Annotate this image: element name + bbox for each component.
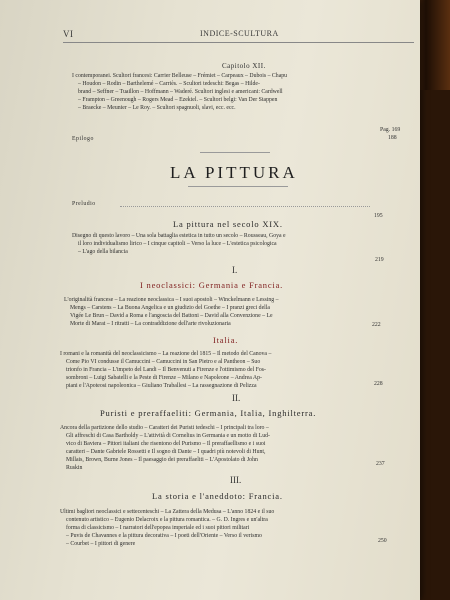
epilogo-label: Epilogo [72,136,94,142]
toc-line: – Courbet – I pittori di genere [66,541,136,547]
toc-line: – Puvis de Chavannes e la pittura decorativa – I poeti dell'Oriente – Verso il verismo [66,533,262,539]
chapter-title: Puristi e preraffaeliti: Germania, Italia, Inghilterra. [100,408,317,418]
toc-line: il loro individualismo lirico – I cinque capitoli – Verso la luce – L'estetica psicologica [78,241,277,247]
toc-line: Come Pio VI condusse il Camuccini – Camuccini in San Pietro e al Pantheon – Suo [66,359,261,365]
toc-line: Ancora della partizione dello studio – Caratteri dei Puristi tedeschi – I principali tra loro – [60,425,269,431]
subsection-title: Italia. [213,335,239,345]
toc-line: vico di Baviera – Pittori italiani che risentono del Purismo – Il preraffaellismo e i suoi [66,441,266,447]
toc-line: Vigée Le Brun – David a Roma e l'angoscia del Battoni – David alla Convenzione – Le [70,313,273,319]
toc-line: Morte di Marat – I ritratti – La contraddizione dell'arte rivoluzionaria [70,321,231,327]
toc-line: Millais, Brown, Burne Jones – Il paesaggio dei preraffaeliti – L'Apostolato di John [66,457,258,463]
page-ref: Pag. 169 [380,127,401,133]
toc-line: L'originalità francese – La reazione neoclassica – I suoi apostoli – Winckelmann e Lessing – [64,297,279,303]
chapter-numeral: I. [232,265,238,275]
toc-line: – Frampton – Greenough – Rogers Mead – Ezekiel. – Scultori belgi: Van Der Stappen [78,97,278,103]
cap12-title: Capitolo XII. [222,62,266,70]
toc-line: Ultimi bagliori neoclassici e settecenteschi – La Zattera della Medusa – L'anno 1824 e il suo [60,509,275,515]
toc-line: – L'ago della bilancia [78,249,128,255]
separator-rule [200,152,270,153]
page-ref: 222 [372,322,381,328]
leader-dots [120,206,370,207]
toc-line: sombroni – Luigi Sabatelli e la Peste di Firenze – Milano e Napoleone – Andrea Ap- [66,375,262,381]
page-ref: 228 [374,381,383,387]
chapter-numeral: II. [232,393,241,403]
page-ref: 195 [374,213,383,219]
chapter-numeral: III. [230,475,242,485]
page-number: VI [63,29,74,39]
section-main-title: LA PITTURA [170,163,298,182]
toc-line: trionfo in Francia – L'impeto del Landi – Il Benvenuti a Firenze e l'ottimismo del Fos- [66,367,266,373]
toc-line: Mengs – Carstens – La Buona Angelica e un giudizio del Goethe – I pranzi greci della [70,305,270,311]
toc-line: Gli affreschi di Casa Bartholdy – L'attività di Cornelius in Germania e un motto di Lud- [66,433,270,439]
toc-line: – Braecke – Meunier – Le Roy. – Scultori spagnuoli, slavi, ecc. ecc. [78,105,236,111]
toc-line: I romani e la romanità del neoclassicismo – La reazione del 1815 – Il metodo del Canova – [60,351,272,357]
chapter-title: I neoclassici: Germania e Francia. [140,280,284,290]
page-ref: 250 [378,538,387,544]
toc-line: Disegno di questo lavoro – Una sola battaglia estetica in tutto un secolo – Rousseau, Goya e [72,233,286,239]
toc-line: I contemporanei. Scultori francesi: Carrier Belleuse – Frémiet – Carpeaux – Dubois – Chapu [72,73,288,79]
preludio-label: Preludio [72,201,96,207]
page-ref: 219 [375,257,384,263]
toc-line: brand – Seffner – Tuaillon – Hoffmann – Waderé. Scultori inglesi e americani: Cardwell [78,89,283,95]
toc-line: Ruskin [66,465,83,471]
page-ref: 188 [388,135,397,141]
toc-line: forma di classicismo – I narratori dell'epopea imperiale ed i suoi pittori militari [66,525,250,531]
section-title: La pittura nel secolo XIX. [173,219,283,229]
page-ref: 237 [376,461,385,467]
header-rule [63,42,414,43]
toc-line: – Houdon – Rodin – Barthelemé – Carriès. – Scultori tedeschi: Begas – Hilde- [78,81,260,87]
toc-line: piani e l'Apoteosi napoleonica – Giuliano Traballesi – La rassegnazione di Pelizza [66,383,257,389]
separator-rule [188,186,288,187]
running-header: INDICE-SCULTURA [200,29,279,38]
toc-line: caratteri – Dante Gabriele Rossetti e Il sogno di Dante – I quadri più notevoli di Hunt, [66,449,266,455]
toc-line: contenuto artistico – Eugenio Delacroix e la pittura romantica. – G. D. Ingres e un'altra [66,517,268,523]
chapter-title: La storia e l'aneddoto: Francia. [152,491,283,501]
